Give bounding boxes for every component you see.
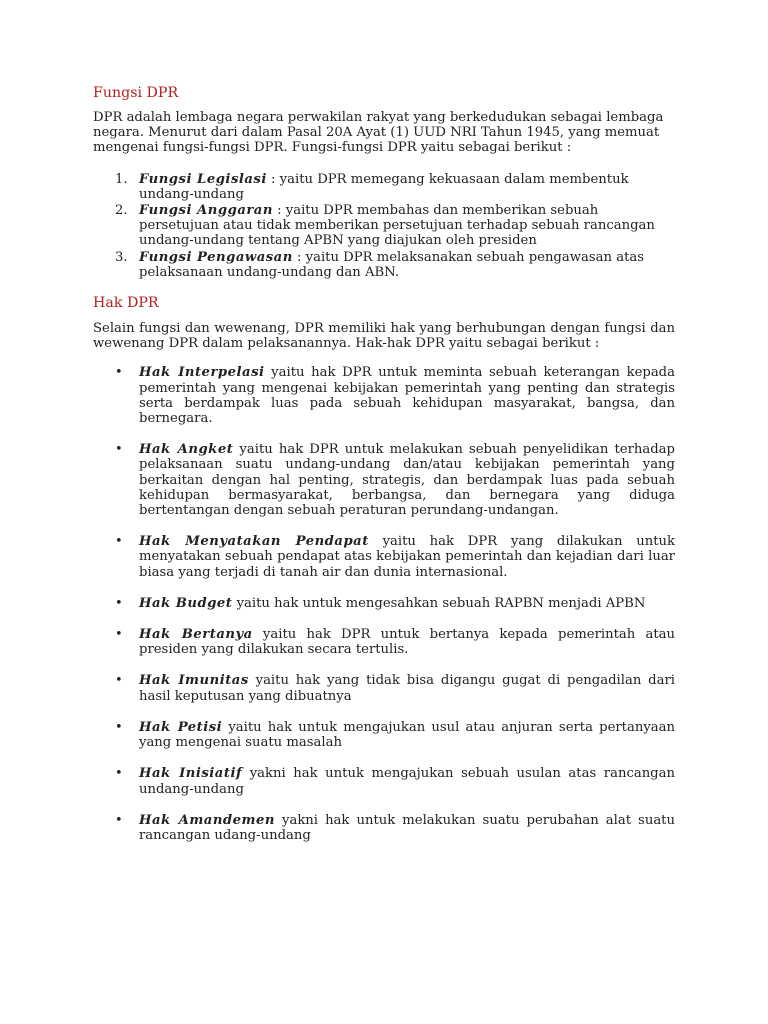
list-item xyxy=(115,249,675,280)
bullet-icon: • xyxy=(115,812,123,828)
bullet-icon: • xyxy=(115,595,123,611)
list-number: 3. xyxy=(115,249,128,265)
right-term: Hak Angket xyxy=(139,442,234,458)
functions-list xyxy=(93,172,675,280)
function-desc: : yaitu DPR memegang kekuasaan dalam membentuk undang-undang xyxy=(139,171,629,202)
right-desc: yaitu hak untuk mengajukan usul atau anjuran serta pertanyaan yang mengenai suatu masalah xyxy=(139,719,675,751)
right-term: Hak Budget xyxy=(139,595,233,611)
bullet-icon: • xyxy=(115,766,123,782)
list-item xyxy=(115,442,675,519)
right-desc: yaitu hak DPR untuk melakukan sebuah penyelidikan terhadap pelaksanaan suatu undang-undang dan/atau kebijakan pemerintah yang berkaitan dengan hal penting, strategis, dan berdampak luas pada sebuah kehidupan bermasyarakat, berbangsa, dan bernegara yang diduga bertentangan dengan sebuah peraturan perundang-undangan. xyxy=(139,442,675,519)
right-desc: yakni hak untuk melakukan suatu perubahan alat suatu rancangan udang-undang xyxy=(139,812,675,843)
list-number: 2. xyxy=(115,203,128,219)
rights-list xyxy=(93,365,675,843)
function-desc: : yaitu DPR melaksanakan sebuah pengawasan atas pelaksanaan undang-undang dan ABN. xyxy=(139,249,644,280)
bullet-icon: • xyxy=(115,719,123,735)
list-item xyxy=(115,766,675,797)
right-term: Hak Menyatakan Pendapat xyxy=(139,534,369,550)
list-item xyxy=(115,673,675,704)
right-desc: yaitu hak DPR untuk meminta sebuah keterangan kepada pemerintah yang mengenai kebijakan pemerintah yang penting dan strategis serta berdampak luas pada sebuah kehidupan masyarakat, bangsa, dan bernegara. xyxy=(139,365,675,427)
function-desc: : yaitu DPR membahas dan memberikan sebuah persetujuan atau tidak memberikan persetujuan terhadap sebuah rancangan undang-undang tentang APBN yang diajukan oleh presiden xyxy=(139,203,655,249)
list-item xyxy=(115,534,675,580)
right-desc: yakni hak untuk mengajukan sebuah usulan atas rancangan undang-undang xyxy=(139,766,675,797)
function-term: Fungsi Legislasi xyxy=(139,171,267,187)
right-desc: yaitu hak DPR untuk bertanya kepada pemerintah atau presiden yang dilakukan secara tertulis. xyxy=(139,627,675,658)
right-term: Hak Imunitas xyxy=(139,673,249,689)
bullet-icon: • xyxy=(115,534,123,550)
heading-fungsi-dpr: Fungsi DPR xyxy=(93,85,179,101)
list-item xyxy=(115,203,675,249)
bullet-icon: • xyxy=(115,627,123,643)
right-desc: yaitu hak DPR yang dilakukan untuk menyatakan sebuah pendapat atas kebijakan pemerintah dan kejadian dari luar biasa yang terjadi di tanah air dan dunia internasional. xyxy=(139,534,675,580)
intro-paragraph: DPR adalah lembaga negara perwakilan rakyat yang berkedudukan sebagai lembaga negara. Menurut dari dalam Pasal 20A Ayat (1) UUD NRI Tahun 1945, yang memuat mengenai fungsi-fungsi DPR. Fungsi-fungsi DPR yaitu sebagai berikut : xyxy=(93,110,664,156)
function-term: Fungsi Pengawasan xyxy=(139,249,293,265)
hak-intro-paragraph: Selain fungsi dan wewenang, DPR memiliki hak yang berhubungan dengan fungsi dan wewenang DPR dalam pelaksanannya. Hak-hak DPR yaitu sebagai berikut : xyxy=(93,321,675,352)
list-item xyxy=(115,595,675,611)
bullet-icon: • xyxy=(115,365,123,381)
document-page xyxy=(93,84,675,859)
list-item xyxy=(115,365,675,427)
right-term: Hak Amandemen xyxy=(139,812,275,828)
bullet-icon: • xyxy=(115,673,123,689)
list-number: 1. xyxy=(115,171,128,187)
right-desc: yaitu hak yang tidak bisa digangu gugat di pengadilan dari hasil keputusan yang dibuatnya xyxy=(139,673,675,704)
right-term: Hak Interpelasi xyxy=(139,365,265,381)
function-term: Fungsi Anggaran xyxy=(139,203,273,219)
bullet-icon: • xyxy=(115,442,123,458)
right-term: Hak Petisi xyxy=(139,719,223,735)
right-term: Hak Inisiatif xyxy=(139,766,243,782)
right-term: Hak Bertanya xyxy=(139,627,253,643)
list-item xyxy=(115,812,675,843)
list-item xyxy=(115,627,675,658)
heading-hak-dpr: Hak DPR xyxy=(93,295,159,312)
list-item xyxy=(115,719,675,751)
right-desc: yaitu hak untuk mengesahkan sebuah RAPBN menjadi APBN xyxy=(232,595,646,611)
list-item xyxy=(115,171,675,202)
